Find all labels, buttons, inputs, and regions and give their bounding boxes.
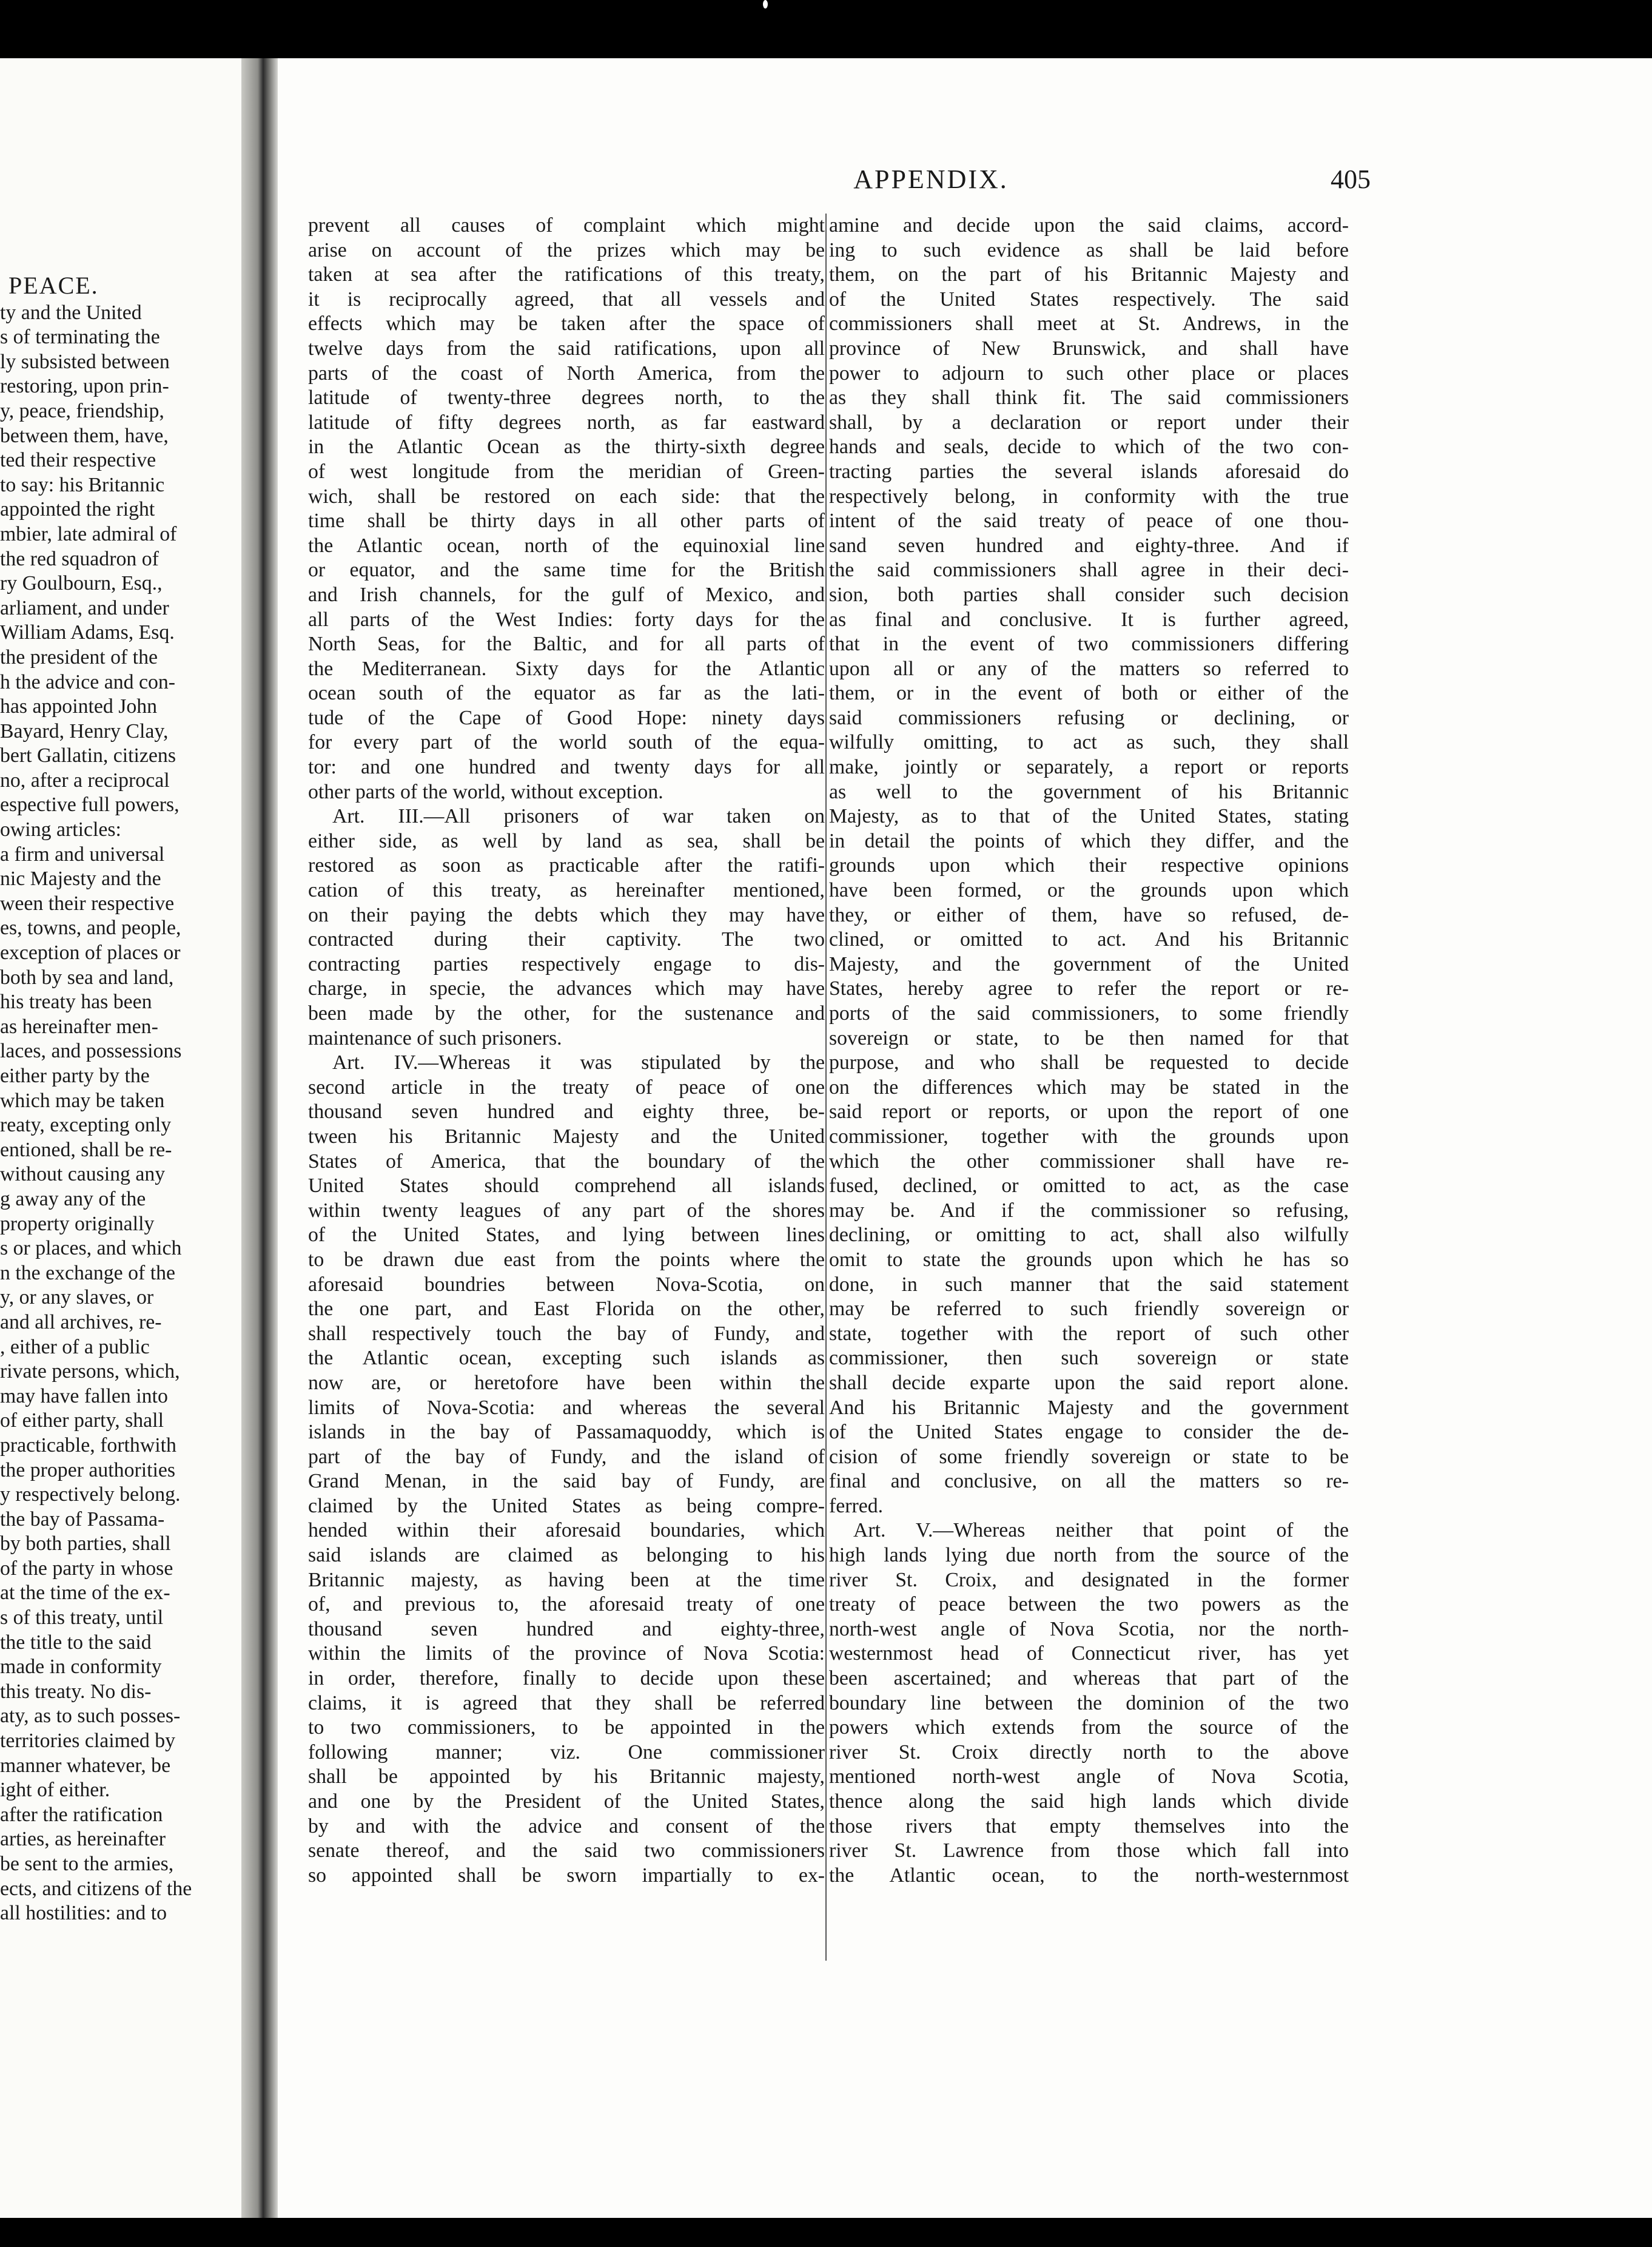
left-column-heading: PEACE. (8, 272, 99, 299)
text-line: United States should comprehend all islands (308, 1174, 825, 1198)
left-column (0, 274, 241, 1926)
text-line: ports of the said commissioners, to some friendly (829, 1002, 1349, 1025)
text-line: parts of the coast of North America, from the (308, 362, 825, 385)
text-line: n the exchange of the (0, 1261, 176, 1284)
text-line: that in the event of two commissioners differing (829, 633, 1349, 656)
text-line: either side, as well by land as sea, shall be (308, 829, 825, 852)
text-line: the president of the (0, 645, 158, 669)
text-line: latitude of fifty degrees north, as far eastward (308, 411, 825, 434)
text-line: within the limits of the province of Nova Scotia: (308, 1642, 825, 1665)
text-line: time shall be thirty days in all other parts of (308, 510, 825, 533)
text-line: Grand Menan, in the said bay of Fundy, are (308, 1470, 825, 1493)
text-line: Majesty, as to that of the United States, stating (829, 805, 1349, 828)
text-line: respectively belong, in conformity with the true (829, 485, 1349, 508)
text-line: which may be taken (0, 1089, 165, 1112)
text-line: aty, as to such posses- (0, 1705, 181, 1728)
text-line: aforesaid boundries between Nova-Scotia, on (308, 1273, 825, 1296)
text-line: exception of places or (0, 942, 181, 965)
text-line: entioned, shall be re- (0, 1138, 172, 1161)
text-line: ferred. (829, 1494, 884, 1517)
column-rule (825, 214, 827, 1961)
text-line: to two commissioners, to be appointed in the (308, 1716, 825, 1739)
text-line: y, or any slaves, or (0, 1286, 154, 1309)
text-line: powers which extends from the source of the (829, 1716, 1349, 1739)
text-line: all hostilities: and to (0, 1902, 167, 1925)
text-line: tude of the Cape of Good Hope: ninety days (308, 706, 825, 729)
text-line: latitude of twenty-three degrees north, to the (308, 386, 825, 409)
text-line: omit to state the grounds upon which he has so (829, 1248, 1349, 1271)
text-line: effects which may be taken after the space of (308, 312, 825, 335)
text-line: shall decide exparte upon the said report alone. (829, 1371, 1349, 1394)
text-line: ly subsisted between (0, 350, 170, 373)
text-line: as they shall think fit. The said commissioners (829, 386, 1349, 409)
text-line: second article in the treaty of peace of one (308, 1076, 825, 1099)
text-line: thousand seven hundred and eighty three, be- (308, 1100, 825, 1124)
text-line: shall respectively touch the bay of Fundy, and (308, 1322, 825, 1345)
text-line: been made by the other, for the sustenance and (308, 1002, 825, 1025)
text-line: charge, in specie, the advances which may have (308, 977, 825, 1000)
text-line: declining, or omitting to act, shall also wilfully (829, 1224, 1349, 1247)
text-line: appointed the right (0, 498, 155, 521)
text-line: , either of a public (0, 1335, 150, 1358)
text-line: wich, shall be restored on each side: that the (308, 485, 825, 508)
text-line: wilfully omitting, to act as such, they shall (829, 731, 1349, 754)
text-line: contracted during their captivity. The two (308, 928, 825, 951)
text-line: made in conformity (0, 1656, 162, 1679)
text-line: and all archives, re- (0, 1310, 162, 1333)
text-line: them, on the part of his Britannic Majesty and (829, 263, 1349, 286)
text-line: thousand seven hundred and eighty-three, (308, 1617, 825, 1640)
text-line: been ascertained; and whereas that part of the (829, 1667, 1349, 1690)
text-line: restoring, upon prin- (0, 375, 169, 398)
text-line: the Atlantic ocean, north of the equinoxial line (308, 534, 825, 557)
text-line: all parts of the West Indies: forty days for the (308, 608, 825, 631)
text-line: Majesty, and the government of the United (829, 952, 1349, 975)
text-line: s of this treaty, until (0, 1606, 164, 1629)
text-line: state, together with the report of such other (829, 1322, 1349, 1345)
text-line: have been formed, or the grounds upon which (829, 879, 1349, 902)
text-line: both by sea and land, (0, 966, 174, 989)
text-line: them, or in the event of both or either of the (829, 682, 1349, 705)
text-line: sovereign or state, to be then named for that (829, 1026, 1349, 1049)
text-line: power to adjourn to such other place or places (829, 362, 1349, 385)
text-line: twelve days from the said ratifications, upon all (308, 337, 825, 360)
text-line: Bayard, Henry Clay, (0, 719, 169, 743)
text-line: by both parties, shall (0, 1532, 171, 1555)
text-line: of, and previous to, the aforesaid treaty of one (308, 1593, 825, 1616)
text-line: province of New Brunswick, and shall have (829, 337, 1349, 360)
text-line: river St. Croix, and designated in the former (829, 1568, 1349, 1591)
text-line: done, in such manner that the said statement (829, 1273, 1349, 1296)
text-line: westernmost head of Connecticut river, has yet (829, 1642, 1349, 1665)
text-line: may be referred to such friendly sovereign or (829, 1298, 1349, 1321)
page-number: 405 (1331, 164, 1371, 194)
text-line: ight of either. (0, 1779, 110, 1802)
text-line: in the Atlantic Ocean as the thirty-sixth degree (308, 436, 825, 459)
text-line: on the differences which may be stated in the (829, 1076, 1349, 1099)
text-line: shall, by a declaration or report under their (829, 411, 1349, 434)
book-gutter (241, 58, 278, 2218)
text-line: States of America, that the boundary of the (308, 1150, 825, 1173)
text-line: or equator, and the same time for the British (308, 559, 825, 582)
text-line: mentioned north-west angle of Nova Scotia, (829, 1765, 1349, 1788)
text-line: sand seven hundred and eighty-three. And if (829, 534, 1349, 557)
text-line: for every part of the world south of the equa- (308, 731, 825, 754)
text-line: h the advice and con- (0, 670, 176, 693)
text-line: at the time of the ex- (0, 1582, 170, 1605)
text-line: g away any of the (0, 1187, 146, 1210)
text-line: tor: and one hundred and twenty days for all (308, 756, 825, 779)
text-line: property originally (0, 1212, 155, 1235)
text-line: tween his Britannic Majesty and the United (308, 1125, 825, 1148)
text-line: ted their respective (0, 449, 156, 472)
text-line: the title to the said (0, 1631, 152, 1654)
text-line: commissioners shall meet at St. Andrews, in the (829, 312, 1349, 335)
text-line: North Seas, for the Baltic, and for all parts of (308, 633, 825, 656)
text-line: tracting parties the several islands aforesaid do (829, 460, 1349, 483)
text-line: in order, therefore, finally to decide upon these (308, 1667, 825, 1690)
text-line: Britannic majesty, as having been at the time (308, 1568, 825, 1591)
text-line: said islands are claimed as belonging to his (308, 1544, 825, 1567)
text-line: treaty of peace between the two powers as the (829, 1593, 1349, 1616)
text-line: limits of Nova-Scotia: and whereas the several (308, 1396, 825, 1419)
text-line: maintenance of such prisoners. (308, 1026, 562, 1049)
scan-speck (763, 0, 768, 8)
text-line: practicable, forthwith (0, 1433, 176, 1457)
text-line: hended within their aforesaid boundaries, which (308, 1519, 825, 1542)
text-line: purpose, and who shall be requested to decide (829, 1051, 1349, 1074)
text-line: prevent all causes of complaint which might (308, 214, 825, 237)
text-line: fused, declined, or omitted to act, as the case (829, 1174, 1349, 1198)
text-line: Art. III.—All prisoners of war taken on (332, 805, 825, 828)
text-line: clined, or omitted to act. And his Britannic (829, 928, 1349, 951)
text-line: make, jointly or separately, a report or reports (829, 756, 1349, 779)
text-line: espective full powers, (0, 793, 180, 817)
text-line: final and conclusive, on all the matters so re- (829, 1470, 1349, 1493)
text-line: the red squadron of (0, 547, 159, 570)
text-line: and Irish channels, for the gulf of Mexico, and (308, 583, 825, 606)
text-line: to say: his Britannic (0, 473, 165, 496)
text-line: as final and conclusive. It is further agreed, (829, 608, 1349, 631)
text-line: arties, as hereinafter (0, 1828, 166, 1851)
text-line: no, after a reciprocal (0, 769, 170, 792)
text-line: as hereinafter men- (0, 1015, 158, 1038)
text-line: his treaty has been (0, 991, 152, 1014)
text-line: within twenty leagues of any part of the shores (308, 1199, 825, 1222)
text-line: taken at sea after the ratifications of this treaty, (308, 263, 825, 286)
running-head: APPENDIX. (853, 164, 1009, 194)
text-line: has appointed John (0, 695, 158, 718)
right-column (829, 214, 1349, 1888)
text-line: of the party in whose (0, 1557, 173, 1580)
text-line: following manner; viz. One commissioner (308, 1740, 825, 1764)
text-line: s of terminating the (0, 326, 160, 349)
text-line: claims, it is agreed that they shall be referred (308, 1691, 825, 1714)
text-line: senate thereof, and the said two commissioners (308, 1839, 825, 1862)
text-line: Art. IV.—Whereas it was stipulated by the (332, 1051, 825, 1074)
text-line: said commissioners refusing or declining, or (829, 706, 1349, 729)
text-line: the proper authorities (0, 1458, 176, 1481)
text-line: by and with the advice and consent of the (308, 1814, 825, 1838)
text-line: cation of this treaty, as hereinafter mentioned, (308, 879, 825, 902)
text-line: commissioner, together with the grounds upon (829, 1125, 1349, 1148)
text-line: it is reciprocally agreed, that all vessels and (308, 288, 825, 311)
text-line: said report or reports, or upon the report of one (829, 1100, 1349, 1124)
text-line: arise on account of the prizes which may be (308, 238, 825, 261)
text-line: on their paying the debts which they may have (308, 903, 825, 926)
text-line: commissioner, then such sovereign or state (829, 1347, 1349, 1370)
text-line: ween their respective (0, 892, 175, 915)
text-line: laces, and possessions (0, 1040, 182, 1063)
text-line: sion, both parties shall consider such decision (829, 583, 1349, 606)
text-line: be sent to the armies, (0, 1853, 174, 1875)
text-line: States, hereby agree to refer the report or re- (829, 977, 1349, 1000)
text-line: ty and the United (0, 301, 142, 324)
text-line: hands and seals, decide to which of the two con- (829, 436, 1349, 459)
text-line: ry Goulbourn, Esq., (0, 572, 163, 595)
text-line: claimed by the United States as being compre- (308, 1494, 825, 1517)
text-line: after the ratification (0, 1803, 163, 1826)
text-line: river St. Lawrence from those which fall into (829, 1839, 1349, 1862)
text-line: owing articles: (0, 818, 121, 841)
text-line: which the other commissioner shall have re- (829, 1150, 1349, 1173)
text-line: y, peace, friendship, (0, 399, 164, 422)
text-line: ocean south of the equator as far as the lati- (308, 682, 825, 705)
text-line: without causing any (0, 1163, 166, 1186)
text-line: the Mediterranean. Sixty days for the Atlantic (308, 657, 825, 680)
text-line: islands in the bay of Passamaquoddy, which is (308, 1421, 825, 1444)
text-line: other parts of the world, without exception. (308, 780, 663, 803)
text-line: of the United States engage to consider the de- (829, 1421, 1349, 1444)
text-line: either party by the (0, 1065, 150, 1087)
text-line: of the United States respectively. The said (829, 288, 1349, 311)
text-line: grounds upon which their respective opinions (829, 854, 1349, 877)
text-line: thence along the said high lands which divide (829, 1790, 1349, 1813)
text-line: reaty, excepting only (0, 1114, 172, 1137)
text-line: between them, have, (0, 424, 169, 447)
text-line: of the United States, and lying between lines (308, 1224, 825, 1247)
text-line: river St. Croix directly north to the above (829, 1740, 1349, 1764)
text-line: rivate persons, which, (0, 1360, 180, 1383)
text-line: territories claimed by (0, 1730, 176, 1753)
text-line: the said commissioners shall agree in their deci- (829, 559, 1349, 582)
text-line: may be. And if the commissioner so refusing, (829, 1199, 1349, 1222)
text-line: north-west angle of Nova Scotia, nor the north- (829, 1617, 1349, 1640)
text-line: to be drawn due east from the points where the (308, 1248, 825, 1271)
text-line: may have fallen into (0, 1384, 168, 1407)
text-line: boundary line between the dominion of the two (829, 1691, 1349, 1714)
text-line: cision of some friendly sovereign or state to be (829, 1445, 1349, 1468)
text-line: shall be appointed by his Britannic majesty, (308, 1765, 825, 1788)
text-line: and one by the President of the United States, (308, 1790, 825, 1813)
text-line: the bay of Passama- (0, 1508, 165, 1531)
text-line: upon all or any of the matters so referred to (829, 657, 1349, 680)
text-line: the one part, and East Florida on the other, (308, 1298, 825, 1321)
text-line: of west longitude from the meridian of Green- (308, 460, 825, 483)
text-line: nic Majesty and the (0, 867, 161, 891)
text-line: Art. V.—Whereas neither that point of the (853, 1519, 1349, 1542)
text-line: mbier, late admiral of (0, 522, 177, 545)
text-line: y respectively belong. (0, 1483, 181, 1506)
text-line: William Adams, Esq. (0, 621, 175, 644)
text-line: this treaty. No dis- (0, 1680, 152, 1703)
text-line: those rivers that empty themselves into the (829, 1814, 1349, 1838)
text-line: arliament, and under (0, 596, 169, 619)
text-line: the Atlantic ocean, to the north-westernmost (829, 1864, 1349, 1887)
text-line: amine and decide upon the said claims, accord- (829, 214, 1349, 237)
left-page (0, 58, 241, 2218)
text-line: in detail the points of which they differ, and the (829, 829, 1349, 852)
text-line: restored as soon as practicable after the ratifi- (308, 854, 825, 877)
text-line: as well to the government of his Britannic (829, 780, 1349, 803)
text-line: a firm and universal (0, 843, 165, 866)
text-line: they, or either of them, have so refused, de- (829, 903, 1349, 926)
text-line: bert Gallatin, citizens (0, 744, 176, 767)
text-line: so appointed shall be sworn impartially to ex- (308, 1864, 825, 1887)
text-line: of either party, shall (0, 1409, 164, 1432)
text-line: es, towns, and people, (0, 917, 181, 940)
text-line: high lands lying due north from the source of the (829, 1544, 1349, 1567)
text-line: s or places, and which (0, 1237, 182, 1260)
text-line: part of the bay of Fundy, and the island of (308, 1445, 825, 1468)
text-line: now are, or heretofore have been within the (308, 1371, 825, 1394)
text-line: intent of the said treaty of peace of one thou- (829, 510, 1349, 533)
middle-column (308, 214, 825, 1888)
text-line: manner whatever, be (0, 1754, 171, 1777)
text-line: ects, and citizens of the (0, 1877, 192, 1900)
text-line: the Atlantic ocean, excepting such islands as (308, 1347, 825, 1370)
text-line: ing to such evidence as shall be laid before (829, 238, 1349, 261)
text-line: contracting parties respectively engage to dis- (308, 952, 825, 975)
text-line: And his Britannic Majesty and the government (829, 1396, 1349, 1419)
